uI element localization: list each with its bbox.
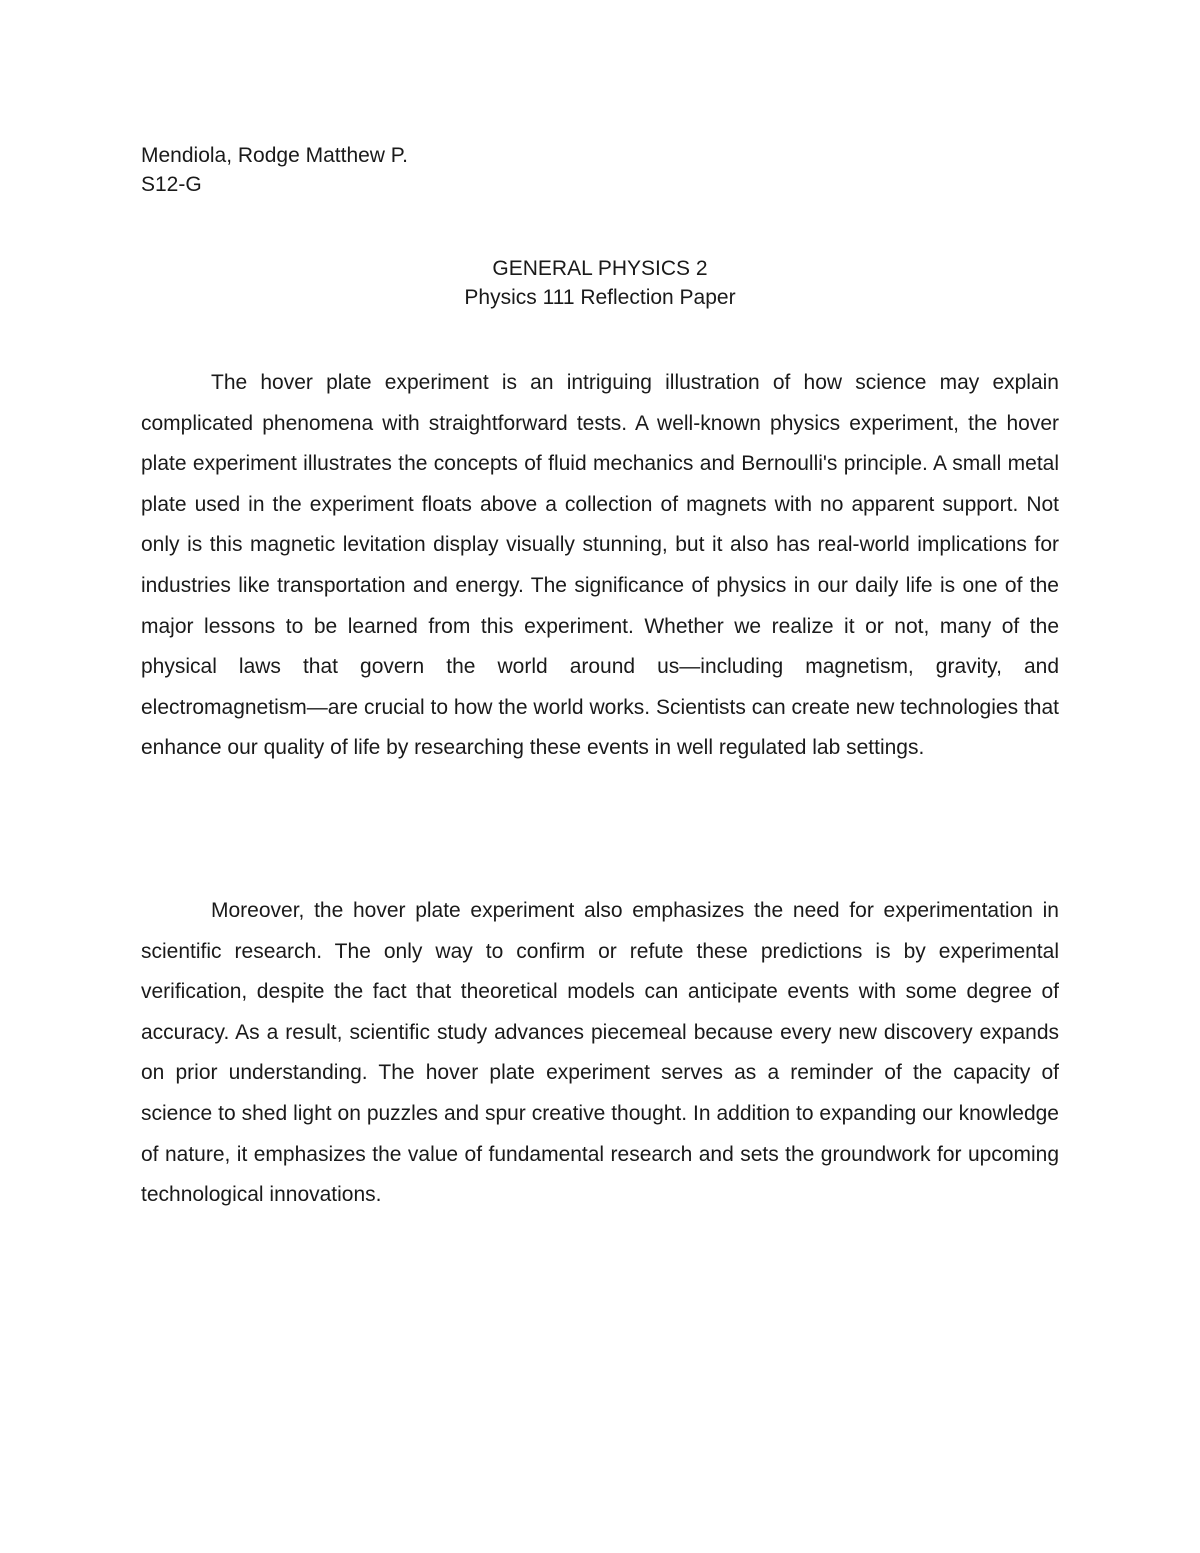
course-title: GENERAL PHYSICS 2 (492, 257, 708, 280)
author-header (141, 141, 408, 199)
body-paragraph-2: Moreover, the hover plate experiment also emphasizes the need for experimentation in scientific research. The only way to confirm or refute these predictions is by experimental verification, despite the fact that theoretical models can anticipate events with some degree of accuracy. As a result, scientific study advances piecemeal because every new discovery expands on prior understanding. The hover plate experiment serves as a reminder of the capacity of science to shed light on puzzles and spur creative thought. In addition to expanding our knowledge of nature, it emphasizes the value of fundamental research and sets the groundwork for upcoming technological innovations. (141, 899, 1059, 1207)
body-paragraph-1: The hover plate experiment is an intriguing illustration of how science may explain complicated phenomena with straightforward tests. A well-known physics experiment, the hover plate experiment illustrates the concepts of fluid mechanics and Bernoulli's principle. A small metal plate used in the experiment floats above a collection of magnets with no apparent support. Not only is this magnetic levitation display visually stunning, but it also has real-world implications for industries like transportation and energy. The significance of physics in our daily life is one of the major lessons to be learned from this experiment. Whether we realize it or not, many of the physical laws that govern the world around us—including magnetism, gravity, and electromagnetism—are crucial to how the world works. Scientists can create new technologies that enhance our quality of life by researching these events in well regulated lab settings. (141, 371, 1059, 760)
author-name: Mendiola, Rodge Matthew P. (141, 144, 408, 167)
section-code: S12-G (141, 173, 202, 196)
document-title-block (141, 254, 1059, 312)
paper-subtitle: Physics 111 Reflection Paper (464, 286, 736, 309)
